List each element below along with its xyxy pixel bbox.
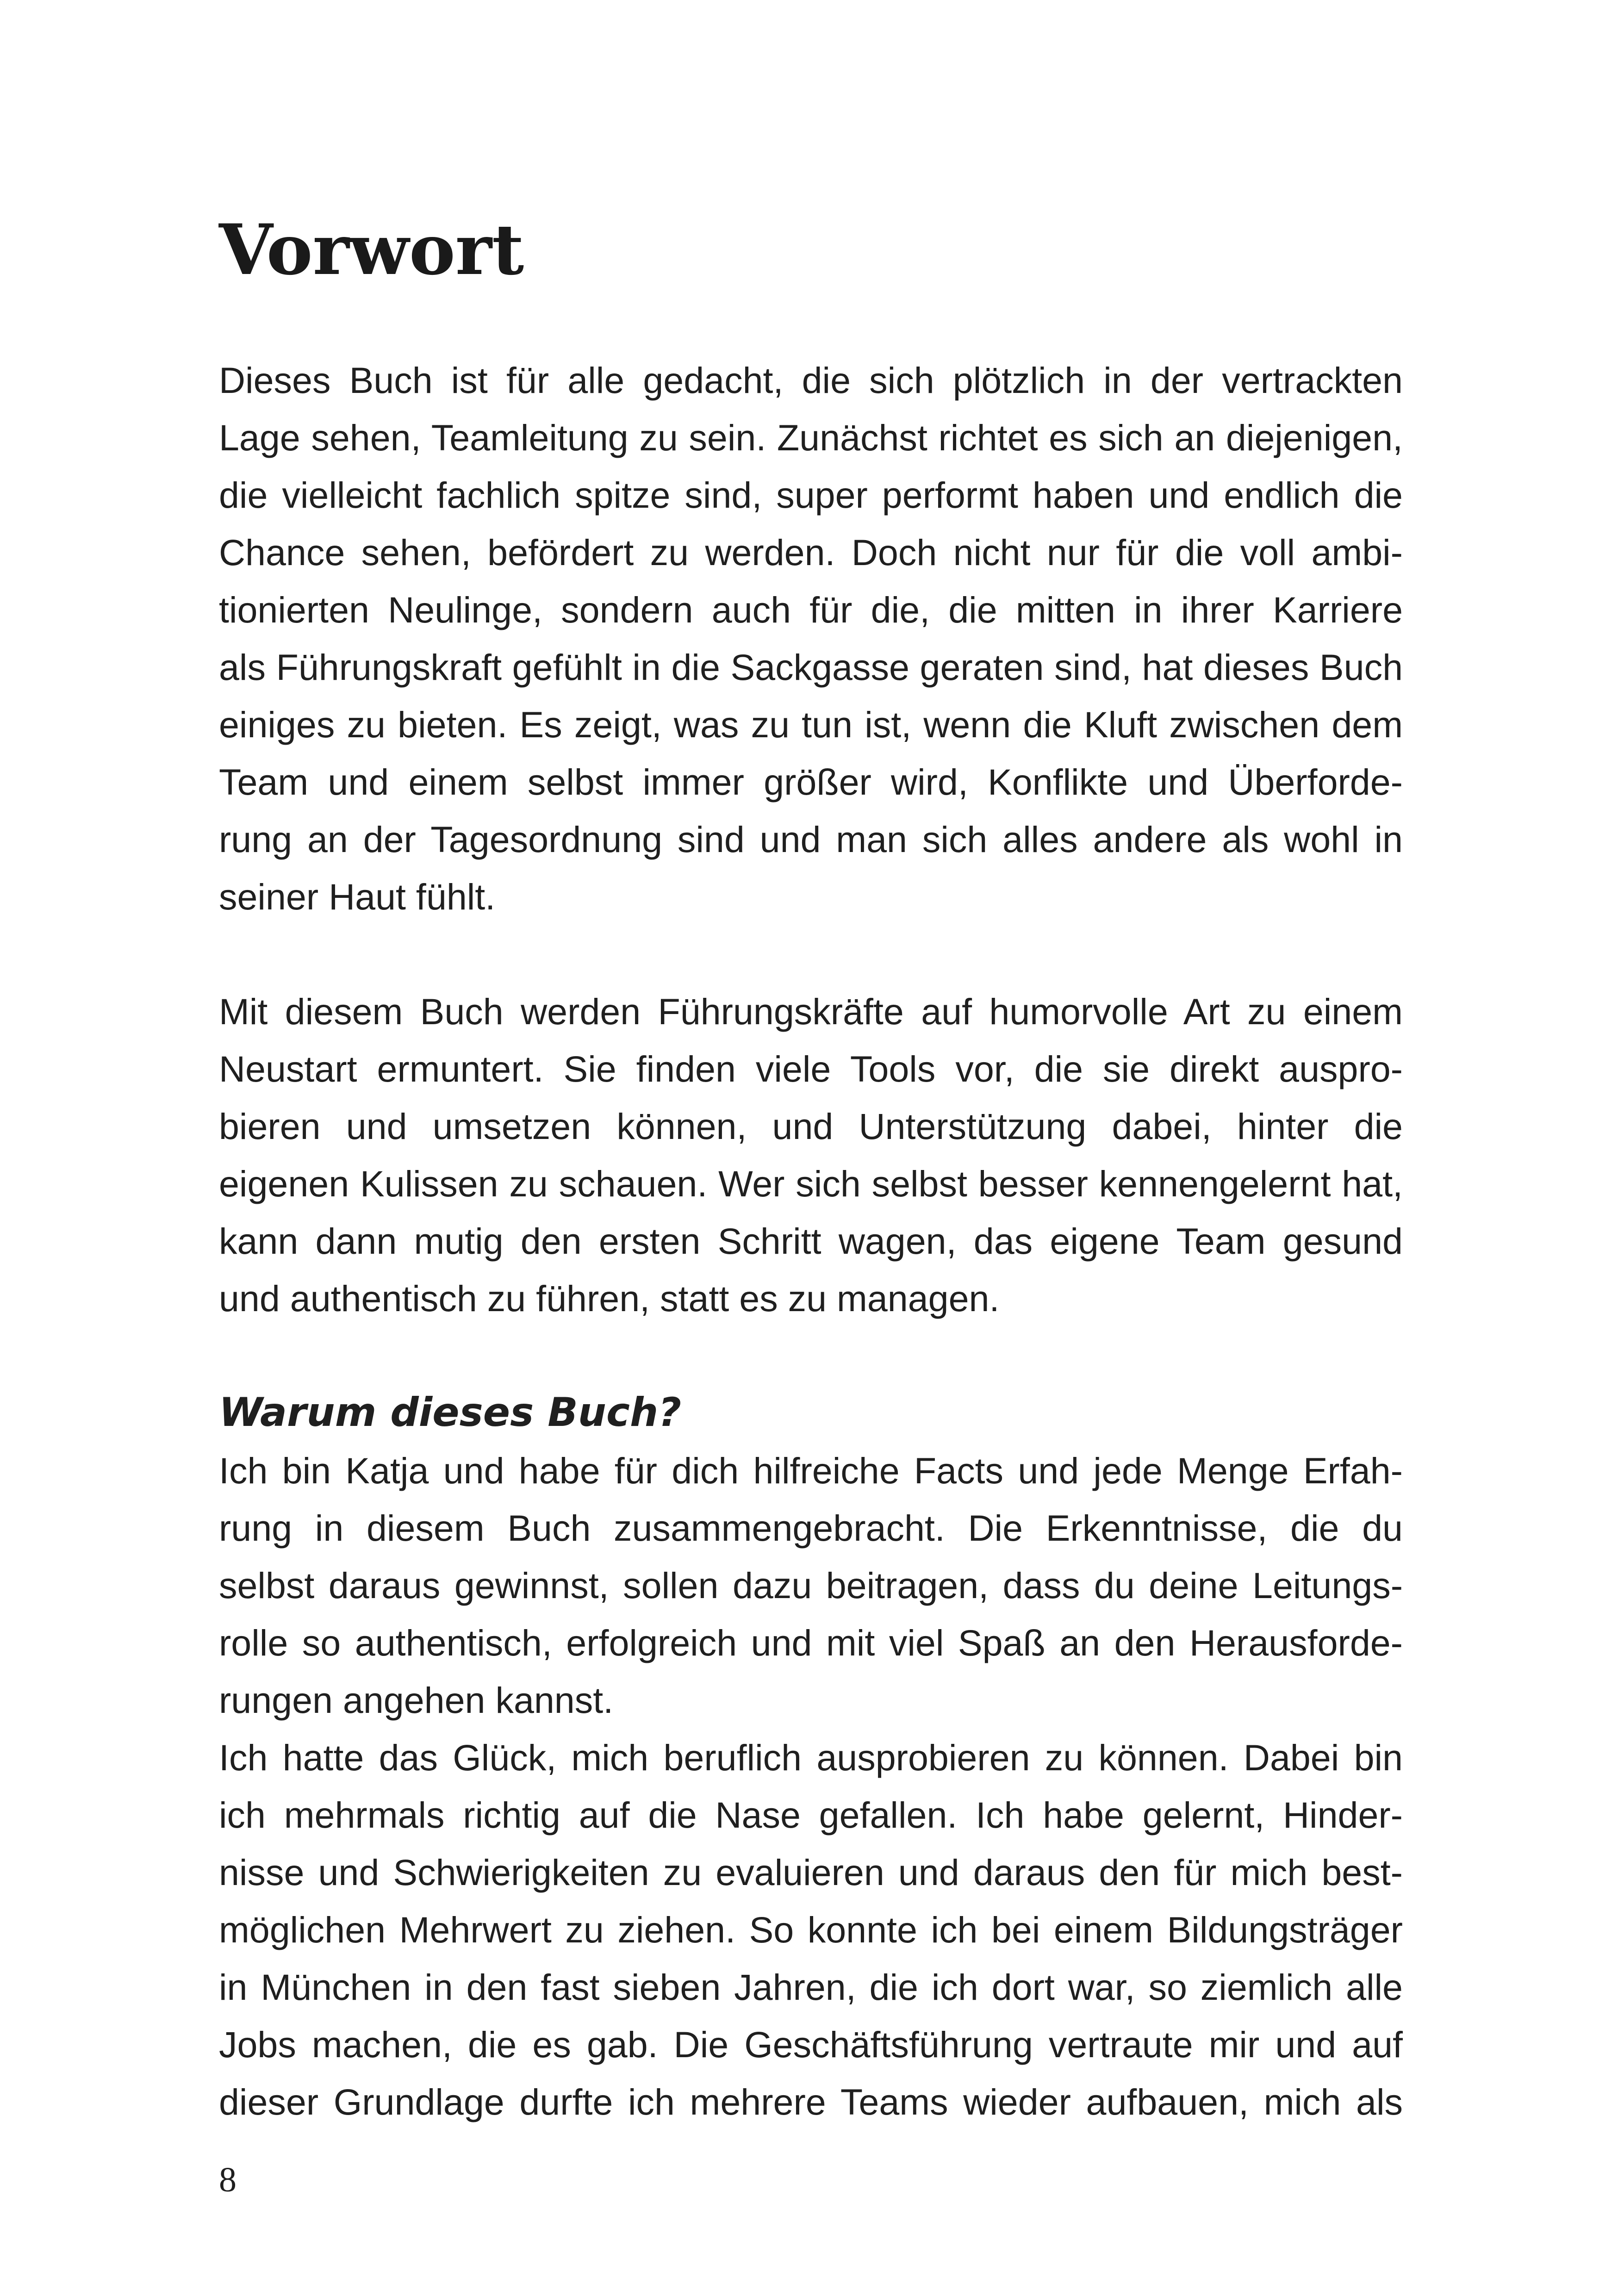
paragraph1-line: die vielleicht fachlich spitze sind, super performt haben und endlich die: [219, 474, 1403, 516]
paragraph4-line: Jobs machen, die es gab. Die Geschäftsführung vertraute mir und auf: [219, 2024, 1403, 2065]
paragraph3-line: rolle so authentisch, erfolgreich und mit viel Spaß an den Herausforde-: [219, 1622, 1403, 1663]
paragraph2-line: bieren und umsetzen können, und Unterstützung dabei, hinter die: [219, 1106, 1403, 1147]
paragraph1-line: einiges zu bieten. Es zeigt, was zu tun ist, wenn die Kluft zwischen dem: [219, 704, 1403, 745]
paragraph4-line: in München in den fast sieben Jahren, die ich dort war, so ziemlich alle: [219, 1966, 1403, 2008]
paragraph3-line: selbst daraus gewinnst, sollen dazu beitragen, dass du deine Leitungs-: [219, 1565, 1403, 1606]
paragraph1-line: Dieses Buch ist für alle gedacht, die sich plötzlich in der vertrackten: [219, 360, 1403, 401]
section-heading: Warum dieses Buch?: [219, 1389, 682, 1436]
paragraph2-line: eigenen Kulissen zu schauen. Wer sich selbst besser kennengelernt hat,: [219, 1163, 1403, 1204]
paragraph4-line: ich mehrmals richtig auf die Nase gefallen. Ich habe gelernt, Hinder-: [219, 1794, 1403, 1836]
paragraph2-line: Mit diesem Buch werden Führungskräfte auf humorvolle Art zu einem: [219, 991, 1403, 1032]
paragraph3-line: rungen angehen kannst.: [219, 1680, 614, 1721]
paragraph2-line: kann dann mutig den ersten Schritt wagen, das eigene Team gesund: [219, 1220, 1403, 1262]
paragraph1-line: als Führungskraft gefühlt in die Sackgasse geraten sind, hat dieses Buch: [219, 647, 1403, 688]
page-number: 8: [219, 2160, 236, 2199]
paragraph2-line: Neustart ermuntert. Sie finden viele Tools vor, die sie direkt auspro-: [219, 1048, 1403, 1089]
paragraph4-line: nisse und Schwierigkeiten zu evaluieren und daraus den für mich best-: [219, 1852, 1403, 1893]
paragraph1-line: Chance sehen, befördert zu werden. Doch nicht nur für die voll ambi-: [219, 532, 1403, 573]
paragraph3-line: rung in diesem Buch zusammengebracht. Die Erkenntnisse, die du: [219, 1507, 1403, 1549]
paragraph4-line: möglichen Mehrwert zu ziehen. So konnte ich bei einem Bildungsträger: [219, 1909, 1403, 1950]
paragraph4-line: dieser Grundlage durfte ich mehrere Teams wieder aufbauen, mich als: [219, 2081, 1403, 2122]
paragraph1-line: rung an der Tagesordnung sind und man sich alles andere als wohl in: [219, 819, 1403, 860]
paragraph3-line: Ich bin Katja und habe für dich hilfreiche Facts und jede Menge Erfah-: [219, 1450, 1403, 1491]
paragraph1-line: seiner Haut fühlt.: [219, 876, 496, 917]
paragraph1-line: tionierten Neulinge, sondern auch für die, die mitten in ihrer Karriere: [219, 589, 1403, 630]
paragraph1-line: Team und einem selbst immer größer wird, Konflikte und Überforde-: [219, 761, 1403, 803]
paragraph2-line: und authentisch zu führen, statt es zu managen.: [219, 1278, 1000, 1319]
paragraph4-line: Ich hatte das Glück, mich beruflich ausprobieren zu können. Dabei bin: [219, 1737, 1403, 1778]
paragraph1-line: Lage sehen, Teamleitung zu sein. Zunächst richtet es sich an diejenigen,: [219, 417, 1403, 458]
page-title: Vorwort: [219, 209, 524, 291]
